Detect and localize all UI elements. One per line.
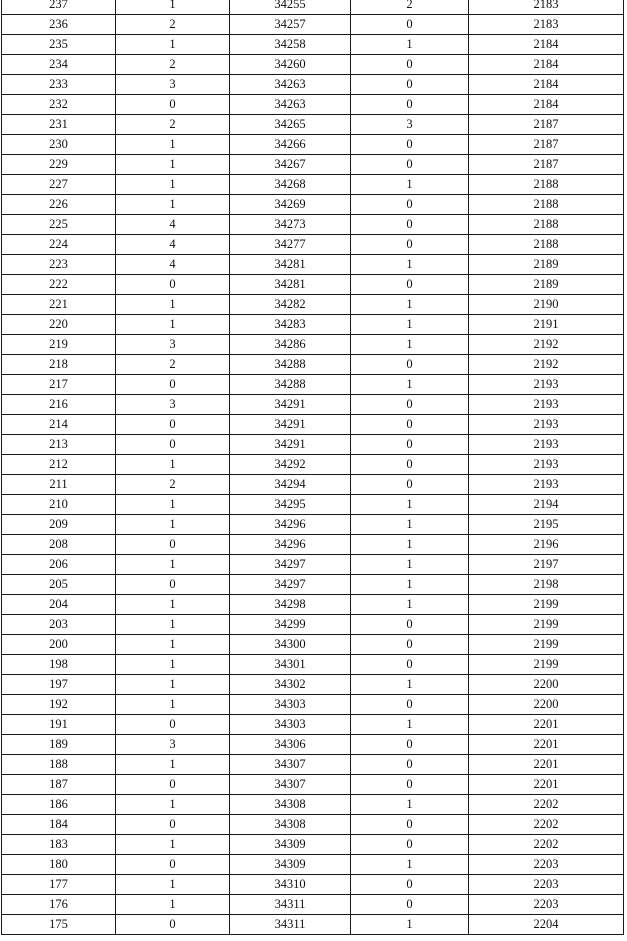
- cumulative-count-cell: 34298: [230, 595, 351, 615]
- sub-count-cell: 1: [351, 375, 469, 395]
- score-cell: 198: [2, 655, 116, 675]
- table-row: [2, 775, 624, 795]
- count-cell: 4: [116, 255, 230, 275]
- sub-cumulative-cell: 2188: [469, 235, 624, 255]
- count-cell: 1: [116, 875, 230, 895]
- cumulative-count-cell: 34309: [230, 835, 351, 855]
- count-cell: 1: [116, 295, 230, 315]
- score-cell: 231: [2, 115, 116, 135]
- sub-cumulative-cell: 2183: [469, 15, 624, 35]
- sub-count-cell: 0: [351, 655, 469, 675]
- sub-cumulative-cell: 2187: [469, 135, 624, 155]
- table-row: [2, 75, 624, 95]
- cumulative-count-cell: 34286: [230, 335, 351, 355]
- count-cell: 2: [116, 55, 230, 75]
- cumulative-count-cell: 34277: [230, 235, 351, 255]
- table-row: [2, 0, 624, 15]
- sub-cumulative-cell: 2188: [469, 215, 624, 235]
- table-row: [2, 595, 624, 615]
- sub-cumulative-cell: 2188: [469, 175, 624, 195]
- sub-cumulative-cell: 2193: [469, 415, 624, 435]
- cumulative-count-cell: 34301: [230, 655, 351, 675]
- count-cell: 1: [116, 695, 230, 715]
- cumulative-count-cell: 34311: [230, 895, 351, 915]
- count-cell: 1: [116, 635, 230, 655]
- sub-count-cell: 1: [351, 575, 469, 595]
- cumulative-count-cell: 34292: [230, 455, 351, 475]
- sub-cumulative-cell: 2183: [469, 0, 624, 15]
- sub-cumulative-cell: 2199: [469, 615, 624, 635]
- table-row: [2, 435, 624, 455]
- count-cell: 2: [116, 475, 230, 495]
- sub-count-cell: 0: [351, 835, 469, 855]
- score-cell: 236: [2, 15, 116, 35]
- sub-count-cell: 1: [351, 515, 469, 535]
- sub-count-cell: 1: [351, 535, 469, 555]
- sub-count-cell: 0: [351, 455, 469, 475]
- sub-cumulative-cell: 2193: [469, 475, 624, 495]
- count-cell: 1: [116, 655, 230, 675]
- table-row: [2, 155, 624, 175]
- count-cell: 1: [116, 755, 230, 775]
- score-cell: 217: [2, 375, 116, 395]
- sub-cumulative-cell: 2189: [469, 275, 624, 295]
- sub-count-cell: 0: [351, 215, 469, 235]
- sub-cumulative-cell: 2198: [469, 575, 624, 595]
- cumulative-count-cell: 34288: [230, 375, 351, 395]
- sub-cumulative-cell: 2199: [469, 655, 624, 675]
- sub-cumulative-cell: 2200: [469, 695, 624, 715]
- count-cell: 0: [116, 575, 230, 595]
- sub-cumulative-cell: 2201: [469, 735, 624, 755]
- sub-count-cell: 0: [351, 15, 469, 35]
- cumulative-count-cell: 34291: [230, 395, 351, 415]
- score-cell: 203: [2, 615, 116, 635]
- cumulative-count-cell: 34308: [230, 795, 351, 815]
- count-cell: 1: [116, 595, 230, 615]
- sub-cumulative-cell: 2184: [469, 75, 624, 95]
- table-row: [2, 735, 624, 755]
- cumulative-count-cell: 34291: [230, 435, 351, 455]
- sub-cumulative-cell: 2200: [469, 675, 624, 695]
- score-cell: 177: [2, 875, 116, 895]
- sub-cumulative-cell: 2188: [469, 195, 624, 215]
- sub-count-cell: 0: [351, 615, 469, 635]
- sub-count-cell: 0: [351, 155, 469, 175]
- table-row: [2, 15, 624, 35]
- cumulative-count-cell: 34308: [230, 815, 351, 835]
- score-cell: 180: [2, 855, 116, 875]
- score-cell: 191: [2, 715, 116, 735]
- count-cell: 0: [116, 815, 230, 835]
- sub-count-cell: 1: [351, 915, 469, 935]
- sub-cumulative-cell: 2187: [469, 155, 624, 175]
- sub-count-cell: 0: [351, 875, 469, 895]
- table-row: [2, 575, 624, 595]
- table-row: [2, 235, 624, 255]
- score-cell: 204: [2, 595, 116, 615]
- score-cell: 189: [2, 735, 116, 755]
- sub-cumulative-cell: 2199: [469, 595, 624, 615]
- cumulative-count-cell: 34267: [230, 155, 351, 175]
- table-row: [2, 115, 624, 135]
- score-cell: 210: [2, 495, 116, 515]
- table-row: [2, 655, 624, 675]
- score-cell: 233: [2, 75, 116, 95]
- score-cell: 186: [2, 795, 116, 815]
- table-row: [2, 675, 624, 695]
- score-cell: 222: [2, 275, 116, 295]
- score-cell: 237: [2, 0, 116, 15]
- table-row: [2, 375, 624, 395]
- score-cell: 224: [2, 235, 116, 255]
- score-cell: 213: [2, 435, 116, 455]
- count-cell: 1: [116, 795, 230, 815]
- sub-count-cell: 0: [351, 275, 469, 295]
- cumulative-count-cell: 34303: [230, 695, 351, 715]
- count-cell: 1: [116, 455, 230, 475]
- count-cell: 4: [116, 215, 230, 235]
- sub-cumulative-cell: 2192: [469, 335, 624, 355]
- score-cell: 212: [2, 455, 116, 475]
- score-cell: 197: [2, 675, 116, 695]
- count-cell: 3: [116, 335, 230, 355]
- sub-count-cell: 0: [351, 815, 469, 835]
- cumulative-count-cell: 34303: [230, 715, 351, 735]
- score-cell: 223: [2, 255, 116, 275]
- cumulative-count-cell: 34258: [230, 35, 351, 55]
- score-cell: 192: [2, 695, 116, 715]
- count-cell: 3: [116, 75, 230, 95]
- score-cell: 221: [2, 295, 116, 315]
- cumulative-count-cell: 34311: [230, 915, 351, 935]
- sub-count-cell: 0: [351, 735, 469, 755]
- count-cell: 1: [116, 835, 230, 855]
- table-row: [2, 195, 624, 215]
- score-cell: 214: [2, 415, 116, 435]
- score-cell: 175: [2, 915, 116, 935]
- table-row: [2, 895, 624, 915]
- count-cell: 1: [116, 35, 230, 55]
- count-cell: 1: [116, 135, 230, 155]
- table-row: [2, 475, 624, 495]
- score-cell: 229: [2, 155, 116, 175]
- sub-count-cell: 1: [351, 555, 469, 575]
- sub-cumulative-cell: 2203: [469, 895, 624, 915]
- cumulative-count-cell: 34266: [230, 135, 351, 155]
- sub-cumulative-cell: 2192: [469, 355, 624, 375]
- sub-count-cell: 2: [351, 0, 469, 15]
- sub-cumulative-cell: 2191: [469, 315, 624, 335]
- sub-count-cell: 0: [351, 415, 469, 435]
- cumulative-count-cell: 34306: [230, 735, 351, 755]
- table-row: [2, 835, 624, 855]
- sub-cumulative-cell: 2201: [469, 715, 624, 735]
- cumulative-count-cell: 34263: [230, 95, 351, 115]
- sub-count-cell: 0: [351, 75, 469, 95]
- sub-cumulative-cell: 2203: [469, 875, 624, 895]
- cumulative-count-cell: 34282: [230, 295, 351, 315]
- score-cell: 232: [2, 95, 116, 115]
- table-row: [2, 855, 624, 875]
- cumulative-count-cell: 34296: [230, 535, 351, 555]
- count-cell: 3: [116, 735, 230, 755]
- table-row: [2, 615, 624, 635]
- table-row: [2, 295, 624, 315]
- sub-count-cell: 0: [351, 635, 469, 655]
- table-row: [2, 55, 624, 75]
- sub-count-cell: 1: [351, 315, 469, 335]
- count-cell: 2: [116, 115, 230, 135]
- count-cell: 1: [116, 615, 230, 635]
- count-cell: 1: [116, 515, 230, 535]
- count-cell: 0: [116, 95, 230, 115]
- table-row: [2, 555, 624, 575]
- cumulative-count-cell: 34297: [230, 575, 351, 595]
- score-cell: 227: [2, 175, 116, 195]
- score-cell: 230: [2, 135, 116, 155]
- score-cell: 205: [2, 575, 116, 595]
- count-cell: 0: [116, 375, 230, 395]
- cumulative-count-cell: 34310: [230, 875, 351, 895]
- sub-cumulative-cell: 2204: [469, 915, 624, 935]
- cumulative-count-cell: 34255: [230, 0, 351, 15]
- cumulative-count-cell: 34300: [230, 635, 351, 655]
- table-row: [2, 415, 624, 435]
- table-row: [2, 335, 624, 355]
- sub-cumulative-cell: 2190: [469, 295, 624, 315]
- sub-cumulative-cell: 2202: [469, 795, 624, 815]
- cumulative-count-cell: 34307: [230, 775, 351, 795]
- count-cell: 0: [116, 435, 230, 455]
- cumulative-count-cell: 34263: [230, 75, 351, 95]
- table-row: [2, 175, 624, 195]
- table-row: [2, 695, 624, 715]
- table-row: [2, 215, 624, 235]
- cumulative-count-cell: 34281: [230, 275, 351, 295]
- table-row: [2, 875, 624, 895]
- sub-count-cell: 1: [351, 255, 469, 275]
- sub-count-cell: 0: [351, 755, 469, 775]
- sub-cumulative-cell: 2194: [469, 495, 624, 515]
- score-cell: 200: [2, 635, 116, 655]
- sub-count-cell: 1: [351, 495, 469, 515]
- sub-cumulative-cell: 2195: [469, 515, 624, 535]
- score-cell: 220: [2, 315, 116, 335]
- sub-count-cell: 1: [351, 795, 469, 815]
- sub-cumulative-cell: 2197: [469, 555, 624, 575]
- cumulative-count-cell: 34291: [230, 415, 351, 435]
- sub-count-cell: 1: [351, 35, 469, 55]
- sub-count-cell: 1: [351, 595, 469, 615]
- cumulative-count-cell: 34281: [230, 255, 351, 275]
- sub-cumulative-cell: 2189: [469, 255, 624, 275]
- cumulative-count-cell: 34294: [230, 475, 351, 495]
- sub-count-cell: 0: [351, 475, 469, 495]
- sub-count-cell: 0: [351, 775, 469, 795]
- score-cell: 206: [2, 555, 116, 575]
- table-row: [2, 715, 624, 735]
- count-cell: 0: [116, 415, 230, 435]
- count-cell: 0: [116, 535, 230, 555]
- count-cell: 2: [116, 355, 230, 375]
- sub-count-cell: 1: [351, 175, 469, 195]
- table-row: [2, 795, 624, 815]
- score-cell: 208: [2, 535, 116, 555]
- count-cell: 1: [116, 195, 230, 215]
- sub-count-cell: 1: [351, 855, 469, 875]
- table-row: [2, 135, 624, 155]
- score-cell: 235: [2, 35, 116, 55]
- cumulative-count-cell: 34297: [230, 555, 351, 575]
- score-cell: 209: [2, 515, 116, 535]
- cumulative-count-cell: 34257: [230, 15, 351, 35]
- table-row: [2, 535, 624, 555]
- sub-cumulative-cell: 2201: [469, 775, 624, 795]
- cumulative-count-cell: 34309: [230, 855, 351, 875]
- cumulative-count-cell: 34283: [230, 315, 351, 335]
- sub-cumulative-cell: 2193: [469, 395, 624, 415]
- table-row: [2, 395, 624, 415]
- score-cell: 188: [2, 755, 116, 775]
- cumulative-count-cell: 34296: [230, 515, 351, 535]
- score-cell: 216: [2, 395, 116, 415]
- table-row: [2, 635, 624, 655]
- sub-count-cell: 0: [351, 55, 469, 75]
- sub-cumulative-cell: 2184: [469, 95, 624, 115]
- sub-count-cell: 0: [351, 395, 469, 415]
- count-cell: 1: [116, 495, 230, 515]
- table-row: [2, 355, 624, 375]
- table-row: [2, 315, 624, 335]
- table-row: [2, 455, 624, 475]
- count-cell: 1: [116, 675, 230, 695]
- sub-cumulative-cell: 2196: [469, 535, 624, 555]
- sub-count-cell: 0: [351, 135, 469, 155]
- sub-cumulative-cell: 2184: [469, 55, 624, 75]
- sub-cumulative-cell: 2193: [469, 435, 624, 455]
- count-cell: 1: [116, 175, 230, 195]
- count-cell: 0: [116, 915, 230, 935]
- count-cell: 4: [116, 235, 230, 255]
- sub-count-cell: 0: [351, 355, 469, 375]
- table-row: [2, 495, 624, 515]
- count-cell: 0: [116, 275, 230, 295]
- count-cell: 2: [116, 15, 230, 35]
- score-cell: 211: [2, 475, 116, 495]
- sub-cumulative-cell: 2203: [469, 855, 624, 875]
- score-cell: 225: [2, 215, 116, 235]
- table-row: [2, 35, 624, 55]
- sub-count-cell: 0: [351, 195, 469, 215]
- cumulative-count-cell: 34307: [230, 755, 351, 775]
- sub-count-cell: 1: [351, 295, 469, 315]
- sub-count-cell: 0: [351, 435, 469, 455]
- score-table: [1, 0, 624, 935]
- table-row: [2, 815, 624, 835]
- sub-cumulative-cell: 2184: [469, 35, 624, 55]
- count-cell: 1: [116, 895, 230, 915]
- sub-cumulative-cell: 2202: [469, 835, 624, 855]
- cumulative-count-cell: 34299: [230, 615, 351, 635]
- sub-cumulative-cell: 2201: [469, 755, 624, 775]
- cumulative-count-cell: 34268: [230, 175, 351, 195]
- sub-count-cell: 3: [351, 115, 469, 135]
- sub-count-cell: 0: [351, 695, 469, 715]
- score-cell: 184: [2, 815, 116, 835]
- count-cell: 0: [116, 715, 230, 735]
- table-row: [2, 515, 624, 535]
- sub-count-cell: 0: [351, 895, 469, 915]
- score-cell: 187: [2, 775, 116, 795]
- score-cell: 219: [2, 335, 116, 355]
- table-row: [2, 915, 624, 935]
- sub-count-cell: 0: [351, 95, 469, 115]
- count-cell: 1: [116, 155, 230, 175]
- score-cell: 176: [2, 895, 116, 915]
- table-row: [2, 255, 624, 275]
- cumulative-count-cell: 34288: [230, 355, 351, 375]
- table-row: [2, 275, 624, 295]
- sub-cumulative-cell: 2199: [469, 635, 624, 655]
- cumulative-count-cell: 34265: [230, 115, 351, 135]
- count-cell: 1: [116, 0, 230, 15]
- sub-count-cell: 1: [351, 335, 469, 355]
- count-cell: 1: [116, 315, 230, 335]
- sub-count-cell: 1: [351, 715, 469, 735]
- sub-cumulative-cell: 2202: [469, 815, 624, 835]
- sub-cumulative-cell: 2193: [469, 375, 624, 395]
- cumulative-count-cell: 34273: [230, 215, 351, 235]
- cumulative-count-cell: 34260: [230, 55, 351, 75]
- sub-cumulative-cell: 2187: [469, 115, 624, 135]
- cumulative-count-cell: 34302: [230, 675, 351, 695]
- cumulative-count-cell: 34269: [230, 195, 351, 215]
- count-cell: 3: [116, 395, 230, 415]
- count-cell: 1: [116, 555, 230, 575]
- table-row: [2, 755, 624, 775]
- score-cell: 226: [2, 195, 116, 215]
- sub-count-cell: 0: [351, 235, 469, 255]
- score-cell: 234: [2, 55, 116, 75]
- sub-count-cell: 1: [351, 675, 469, 695]
- table-row: [2, 95, 624, 115]
- sub-cumulative-cell: 2193: [469, 455, 624, 475]
- count-cell: 0: [116, 775, 230, 795]
- table-body: [2, 0, 624, 935]
- score-cell: 218: [2, 355, 116, 375]
- cumulative-count-cell: 34295: [230, 495, 351, 515]
- count-cell: 0: [116, 855, 230, 875]
- score-cell: 183: [2, 835, 116, 855]
